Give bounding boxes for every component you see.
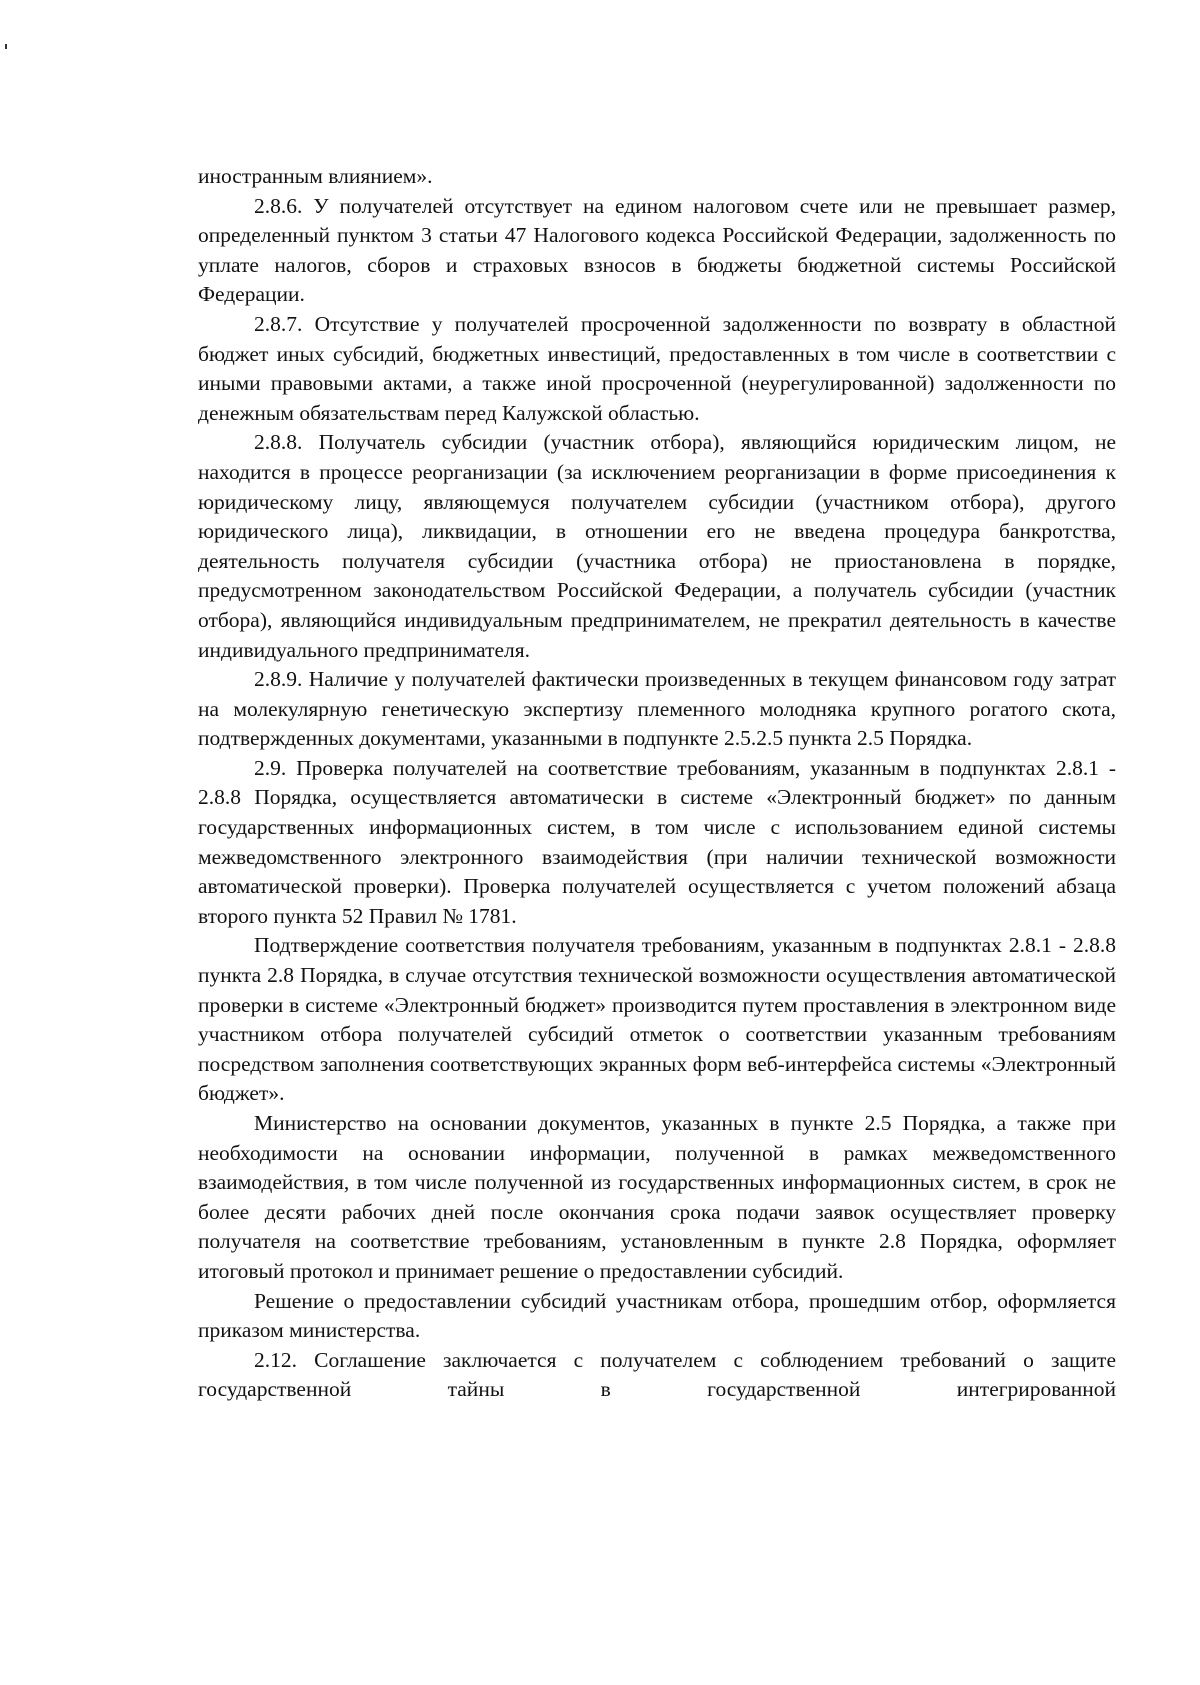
paragraph-2-8-7: 2.8.7. Отсутствие у получателей просроченной задолженности по возврату в областной бюджет иных субсидий, бюджетных инвестиций, предоставленных в том числе в соответствии с иными правовыми актами, а также иной просроченной (неурегулированной) задолженности по денежным обязательствам перед Калужской областью. <box>198 311 1116 425</box>
paragraph-2-8-8: 2.8.8. Получатель субсидии (участник отбора), являющийся юридическим лицом, не находится в процессе реорганизации (за исключением реорганизации в форме присоединения к юридическому лицу, являющемуся получателем субсидии (участником отбора), другого юридического лица), ликвидации, в отношении его не введена процедура банкротства, деятельность получателя субсидии (участника отбора) не приостановлена в порядке, предусмотренном законодательством Российской Федерации, а получатель субсидии (участник отбора), являющийся индивидуальным предпринимателем, не прекратил деятельность в качестве индивидуального предпринимателя. <box>198 430 1116 662</box>
scan-speck <box>5 44 7 49</box>
paragraph-confirmation: Подтверждение соответствия получателя требованиям, указанным в подпунктах 2.8.1 - 2.8.8 пункта 2.8 Порядка, в случае отсутствия технической возможности осуществления автоматической проверки в системе «Электронный бюджет» производится путем проставления в электронном виде участником отбора получателей субсидий отметок о соответствии указанным требованиям посредством заполнения соответствующих экранных форм веб-интерфейса системы «Электронный бюджет». <box>198 933 1116 1106</box>
paragraph-ministry-check: Министерство на основании документов, указанных в пункте 2.5 Порядка, а также при необходимости на основании информации, полученной в рамках межведомственного взаимодействия, в том числе полученной из государственных информационных систем, в срок не более десяти рабочих дней после окончания срока подачи заявок осуществляет проверку получателя на соответствие требованиям, установленным в пункте 2.8 Порядка, оформляет итоговый протокол и принимает решение о предоставлении субсидий. <box>198 1111 1116 1283</box>
paragraph-continuation: иностранным влиянием». <box>198 164 433 188</box>
paragraph-2-12: 2.12. Соглашение заключается с получателем с соблюдением требований о защите государственной тайны в государственной интегрированной <box>198 1347 1116 1402</box>
paragraph-2-8-9: 2.8.9. Наличие у получателей фактически произведенных в текущем финансовом году затрат на молекулярную генетическую экспертизу племенного молодняка крупного рогатого скота, подтвержденных документами, указанными в подпункте 2.5.2.5 пункта 2.5 Порядка. <box>198 667 1116 751</box>
paragraph-decision: Решение о предоставлении субсидий участникам отбора, прошедшим отбор, оформляется приказом министерства. <box>198 1288 1116 1343</box>
paragraph-2-9: 2.9. Проверка получателей на соответствие требованиям, указанным в подпунктах 2.8.1 - 2.8.8 Порядка, осуществляется автоматически в системе «Электронный бюджет» по данным государственных информационных систем, в том числе с использованием единой системы межведомственного электронного взаимодействия (при наличии технической возможности автоматической проверки). Проверка получателей осуществляется с учетом положений абзаца второго пункта 52 Правил № 1781. <box>198 755 1116 928</box>
paragraph-2-8-6: 2.8.6. У получателей отсутствует на едином налоговом счете или не превышает размер, определенный пунктом 3 статьи 47 Налогового кодекса Российской Федерации, задолженность по уплате налогов, сборов и страховых взносов в бюджеты бюджетной системы Российской Федерации. <box>198 193 1116 307</box>
document-body <box>198 162 1116 1405</box>
